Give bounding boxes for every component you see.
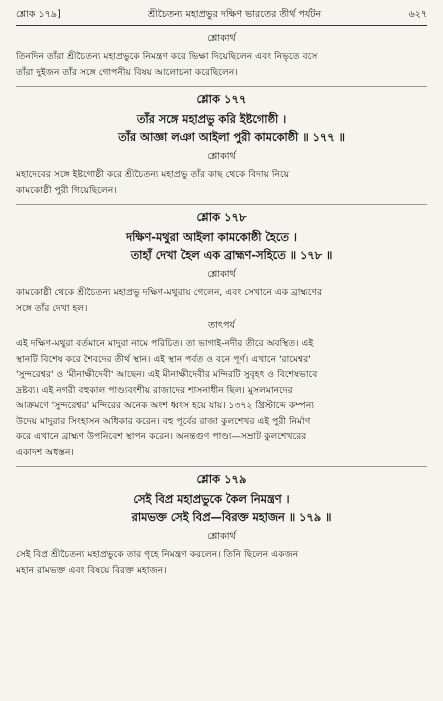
verse-heading: শ্লোক ১৭৭ xyxy=(196,92,247,106)
page-number: ৬২৭ xyxy=(408,9,427,20)
text-line: আক্রমণে 'সুন্দরেশ্বর' মন্দিরের অনেক অংশ ধ্বংস হয়ে যায়। ১৩৭২ খ্রিস্টাব্দে কম্পন্য xyxy=(16,400,315,411)
section-divider xyxy=(16,86,427,87)
text-line: মহান রামভক্ত এবং বিষয়ে বিরক্ত মহাজন। xyxy=(16,564,167,576)
verse-line: সেই বিপ্র মহাপ্রভুকে কৈল নিমন্ত্রণ । xyxy=(133,493,290,506)
header-rule xyxy=(16,25,427,26)
text-line: সেই বিপ্র শ্রীচৈতন্য মহাপ্রভুকে তার গৃহে নিমন্ত্রণ করলেন। তিনি ছিলেন একজন xyxy=(16,549,299,560)
verse-line: দক্ষিণ-মথুরা আইলা কামকোষ্ঠী হৈতে । xyxy=(126,231,297,244)
translation-heading: শ্লোকার্থ xyxy=(207,151,236,162)
text-line: মহাদেবের সঙ্গে ইষ্টগোষ্ঠী করে শ্রীচৈতন্য মহাপ্রভু তাঁর কাছ থেকে বিদায় নিয়ে xyxy=(16,169,290,180)
translation-heading: শ্লোকার্থ xyxy=(207,33,236,44)
verse-text xyxy=(16,111,427,147)
verse-line: রামভক্ত সেই বিপ্র—বিরক্ত মহাজন ॥ ১৭৯ ॥ xyxy=(131,511,332,524)
verse-heading: শ্লোক ১৭৯ xyxy=(196,472,247,486)
translation-paragraph xyxy=(16,547,427,578)
text-line: 'সুন্দরেশ্বর' ও 'মীনাক্ষীদেবী' আছেন। এই মীনাক্ষীদেবীর মন্দিরটি সুবৃহৎ ও বিশেষভাবে xyxy=(16,369,318,380)
text-line: উদেয় মাদুরার সিংহাসন অধিকার করেন। বহু পূর্বের রাজা কুলশেখর এই পুরী নির্মাণ xyxy=(16,415,311,427)
verse-heading: শ্লোক ১৭৮ xyxy=(196,210,247,224)
text-line: সঙ্গে তাঁর দেখা হল। xyxy=(16,302,88,314)
purport-paragraph xyxy=(16,336,427,460)
verse-line: তাঁর আজ্ঞা লঞা আইলা পুরী কামকোষ্ঠী ॥ ১৭৭ ॥ xyxy=(118,131,345,144)
section-divider xyxy=(16,204,427,205)
running-header xyxy=(16,8,427,22)
purport-heading: তাৎপর্য xyxy=(208,320,235,331)
text-line: দ্রষ্টব্য। এই নগরী বহুকাল পাণ্ড্যবংশীয় রাজাদের শাসনাধীন ছিল। মুসলমানদের xyxy=(16,384,293,396)
text-line: তাঁরা দুইজন তাঁর সঙ্গে গোপনীয় বিষয় আলোচনা করেছিলেন। xyxy=(16,66,238,78)
section-divider xyxy=(16,466,427,467)
translation-heading: শ্লোকার্থ xyxy=(207,269,236,280)
translation-paragraph xyxy=(16,49,427,80)
translation-paragraph xyxy=(16,167,427,198)
text-line: করে এখানে ব্রাহ্মণ উপনিবেশ স্থাপন করেন। অনন্তগুণ পাণ্ড্য—সম্রাট কুলশেখরের xyxy=(16,431,307,442)
verse-text xyxy=(16,491,427,527)
text-line: কামকোষ্ঠী পুরী গিয়েছিলেন। xyxy=(16,184,117,196)
text-line: কামকোষ্ঠী থেকে শ্রীচৈতন্য মহাপ্রভু দক্ষিণ-মথুরায় গেলেন, এবং সেখানে এক ব্রাহ্মণের xyxy=(16,287,323,298)
header-chapter-title: শ্রীচৈতন্য মহাপ্রভুর দক্ষিণ ভারতের তীর্থ পর্যটন xyxy=(147,9,322,20)
verse-line: তাঁর সঙ্গে মহাপ্রভু করি ইষ্টগোষ্ঠী । xyxy=(136,113,287,126)
header-verse-ref: শ্লোক ১৭৯] xyxy=(16,9,61,20)
translation-heading: শ্লোকার্থ xyxy=(207,531,236,542)
verse-line: তাহাঁ দেখা হৈল এক ব্রাহ্মণ-সহিতে ॥ ১৭৮ ॥ xyxy=(130,249,333,262)
text-line: তিনদিন তাঁরা শ্রীচৈতন্য মহাপ্রভুকে নিমন্ত্রণ করে ভিক্ষা দিয়েছিলেন এবং নিভৃতে বসে xyxy=(16,51,318,62)
text-line: একাদশ অধস্তন। xyxy=(16,446,74,458)
text-line: স্থানটি বিশেষ করে শৈবদের তীর্থ স্থান। এই স্থান পর্বত ও বনে পূর্ণ। এখানে 'রামেশ্বর' xyxy=(16,353,311,365)
verse-text xyxy=(16,229,427,265)
translation-paragraph xyxy=(16,285,427,316)
text-line: এই দক্ষিণ-মথুরা বর্তমানে মাদুরা নামে পরিচিত। তা ভাগাই-নদীর তীরে অবস্থিত। এই xyxy=(16,338,314,349)
